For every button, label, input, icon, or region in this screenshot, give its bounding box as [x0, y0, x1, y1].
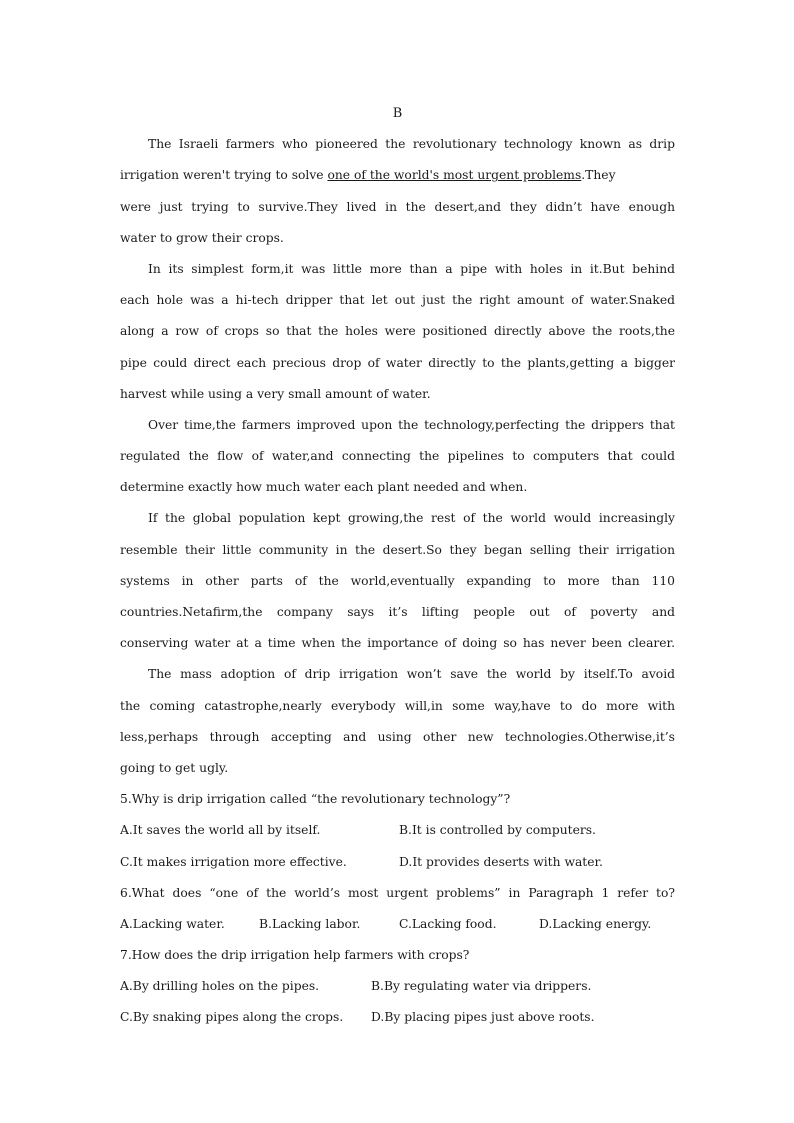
- paragraph-line: along a row of crops so that the holes were positioned directly above the roots,the: [120, 324, 675, 339]
- paragraph-3: [120, 410, 675, 504]
- question-5: [120, 784, 675, 878]
- option-d: D.By placing pipes just above roots.: [371, 1010, 595, 1025]
- option-d: D.It provides deserts with water.: [399, 854, 603, 869]
- exam-page: [120, 98, 675, 1034]
- paragraph-2: [120, 254, 675, 410]
- paragraph-line: going to get ugly.: [120, 760, 229, 775]
- paragraph-line: regulated the flow of water,and connecting the pipelines to computers that could: [120, 449, 675, 464]
- paragraph-line: The Israeli farmers who pioneered the revolutionary technology known as drip: [148, 137, 675, 152]
- paragraph-line: countries.Netafirm,the company says it’s lifting people out of poverty and: [120, 605, 675, 619]
- paragraph-line: If the global population kept growing,the rest of the world would increasingly: [148, 511, 675, 526]
- paragraph-line: [120, 160, 675, 191]
- option-a: A.It saves the world all by itself.: [120, 823, 321, 838]
- text-span: .They: [581, 168, 616, 183]
- option-c: C.It makes irrigation more effective.: [120, 854, 347, 869]
- paragraph-line: conserving water at a time when the importance of doing so has never been clearer.: [120, 636, 675, 651]
- paragraph-line: Over time,the farmers improved upon the technology,perfecting the drippers that: [148, 417, 675, 432]
- question-7: [120, 940, 675, 1034]
- option-a: A.By drilling holes on the pipes.: [120, 979, 320, 994]
- option-row: [120, 909, 675, 940]
- paragraph-line: were just trying to survive.They lived in the desert,and they didn’t have enough: [120, 199, 675, 214]
- paragraph-1: [120, 129, 675, 254]
- option-c: C.By snaking pipes along the crops.: [120, 1010, 344, 1025]
- option-row: [120, 1002, 675, 1033]
- paragraph-line: The mass adoption of drip irrigation won’t save the world by itself.To avoid: [148, 667, 675, 682]
- paragraph-line: pipe could direct each precious drop of water directly to the plants,getting a bigger: [120, 355, 675, 370]
- paragraph-line: In its simplest form,it was little more than a pipe with holes in it.But behind: [148, 261, 675, 276]
- paragraph-4: [120, 503, 675, 659]
- option-row: [120, 815, 675, 846]
- option-c: C.Lacking food.: [399, 916, 497, 931]
- option-b: B.It is controlled by computers.: [399, 823, 596, 838]
- paragraph-line: less,perhaps through accepting and using other new technologies.Otherwise,it’s: [120, 729, 675, 744]
- paragraph-5: [120, 659, 675, 784]
- question-stem: 6.What does “one of the world’s most urgent problems” in Paragraph 1 refer to?: [120, 885, 675, 900]
- option-d: D.Lacking energy.: [539, 916, 652, 931]
- paragraph-line: determine exactly how much water each plant needed and when.: [120, 480, 528, 495]
- option-b: B.By regulating water via drippers.: [371, 979, 592, 994]
- paragraph-line: each hole was a hi-tech dripper that let out just the right amount of water.Snaked: [120, 293, 675, 308]
- paragraph-line: harvest while using a very small amount of water.: [120, 386, 431, 401]
- paragraph-line: water to grow their crops.: [120, 230, 284, 245]
- paragraph-line: resemble their little community in the desert.So they began selling their irrigation: [120, 542, 675, 557]
- question-6: [120, 878, 675, 940]
- option-b: B.Lacking labor.: [259, 916, 361, 931]
- section-title: B: [392, 106, 403, 121]
- text-span: irrigation weren't trying to solve: [120, 168, 328, 183]
- question-stem: 7.How does the drip irrigation help farmers with crops?: [120, 948, 470, 963]
- paragraph-line: systems in other parts of the world,eventually expanding to more than 110: [120, 573, 675, 588]
- paragraph-line: the coming catastrophe,nearly everybody will,in some way,have to do more with: [120, 698, 675, 713]
- question-stem: 5.Why is drip irrigation called “the revolutionary technology”?: [120, 792, 511, 807]
- option-a: A.Lacking water.: [120, 916, 225, 931]
- option-row: [120, 847, 675, 878]
- underlined-phrase: one of the world's most urgent problems: [327, 168, 582, 183]
- passage: [120, 129, 675, 784]
- option-row: [120, 971, 675, 1002]
